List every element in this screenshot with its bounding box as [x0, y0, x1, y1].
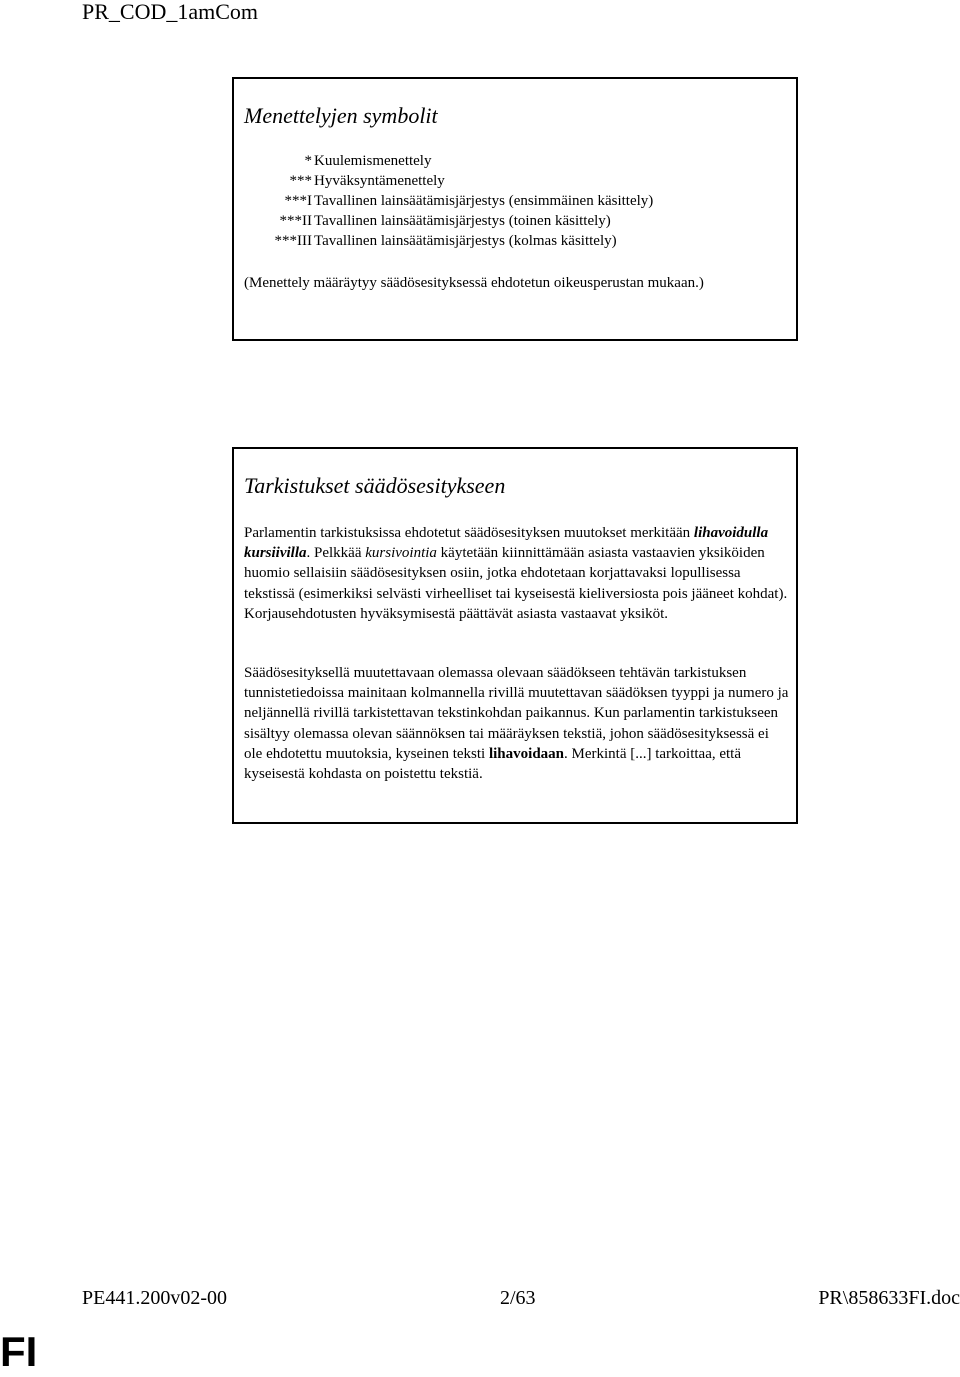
amendments-paragraph-1 [244, 523, 789, 624]
footer-page-number: 2/63 [500, 1287, 536, 1309]
text-run: . Pelkkää [306, 545, 366, 562]
symbol-row [234, 171, 796, 191]
symbol-code: * [304, 153, 312, 169]
symbol-description: Hyväksyntämenettely [314, 173, 445, 189]
symbols-box-title: Menettelyjen symbolit [244, 103, 438, 128]
footer-filename: PR\858633FI.doc [818, 1287, 960, 1309]
italic-term: kursivointia [365, 545, 437, 562]
symbol-code: ***I [284, 193, 312, 209]
symbol-code: ***II [279, 213, 312, 229]
symbol-description: Tavallinen lainsäätämisjärjestys (ensimmäinen käsittely) [314, 193, 654, 209]
document-code: PR_COD_1amCom [82, 0, 259, 24]
symbol-description: Tavallinen lainsäätämisjärjestys (toinen käsittely) [314, 213, 611, 229]
footer-reference: PE441.200v02-00 [82, 1287, 227, 1309]
symbol-description: Tavallinen lainsäätämisjärjestys (kolmas käsittely) [314, 233, 617, 249]
symbol-row [234, 191, 796, 211]
language-tag: FI [0, 1328, 38, 1375]
symbol-code: ***III [274, 233, 312, 249]
procedure-symbols-box [232, 77, 798, 341]
text-run: Säädösesityksellä muutettavaan olemassa olevaan säädökseen tehtävän tarkistuksen tunnistetiedoissa mainitaan kolmannella rivillä muutettavan säädöksen tyyppi ja numero ja neljännellä rivillä tarkistettavan tekstinkohdan paikannus. Kun parlamentin tarkistukseen sisältyy olemassa olevan säännöksen tai määräyksen tekstiä, johon säädösesityksessä ei ole ehdotettu muutoksia, kyseinen teksti [244, 665, 789, 762]
symbol-row [234, 211, 796, 231]
symbols-list [234, 151, 796, 251]
symbol-code: *** [289, 173, 312, 189]
symbol-row [234, 151, 796, 171]
text-run: käytetään kiinnittämään asiasta vastaavien yksiköiden huomio sellaisiin säädösesityksen osiin, jotka ehdotetaan korjattavaksi lopullisessa tekstissä (esimerkiksi selvästi virheelliset tai kyseisestä kieliversiosta pois jääneet kohdat). Korjausehdotusten hyväksymisestä päättävät asiasta vastaavat yksiköt. [244, 545, 788, 622]
amendments-box-title: Tarkistukset säädösesitykseen [244, 473, 506, 498]
procedure-note: (Menettely määräytyy säädösesityksessä ehdotetun oikeusperustan mukaan.) [244, 275, 704, 291]
amendments-box [232, 447, 798, 824]
symbol-description: Kuulemismenettely [314, 153, 432, 169]
symbol-row [234, 231, 796, 251]
bold-term: lihavoidaan [488, 745, 564, 762]
text-run: Parlamentin tarkistuksissa ehdotetut säädösesityksen muutokset merkitään [244, 525, 694, 541]
text-run: . Merkintä [...] tarkoittaa, että kyseisestä kohdasta on poistettu tekstiä. [244, 745, 742, 783]
amendments-paragraph-2 [244, 663, 789, 784]
bold-italic-term: lihavoidulla kursiivilla [244, 525, 769, 562]
